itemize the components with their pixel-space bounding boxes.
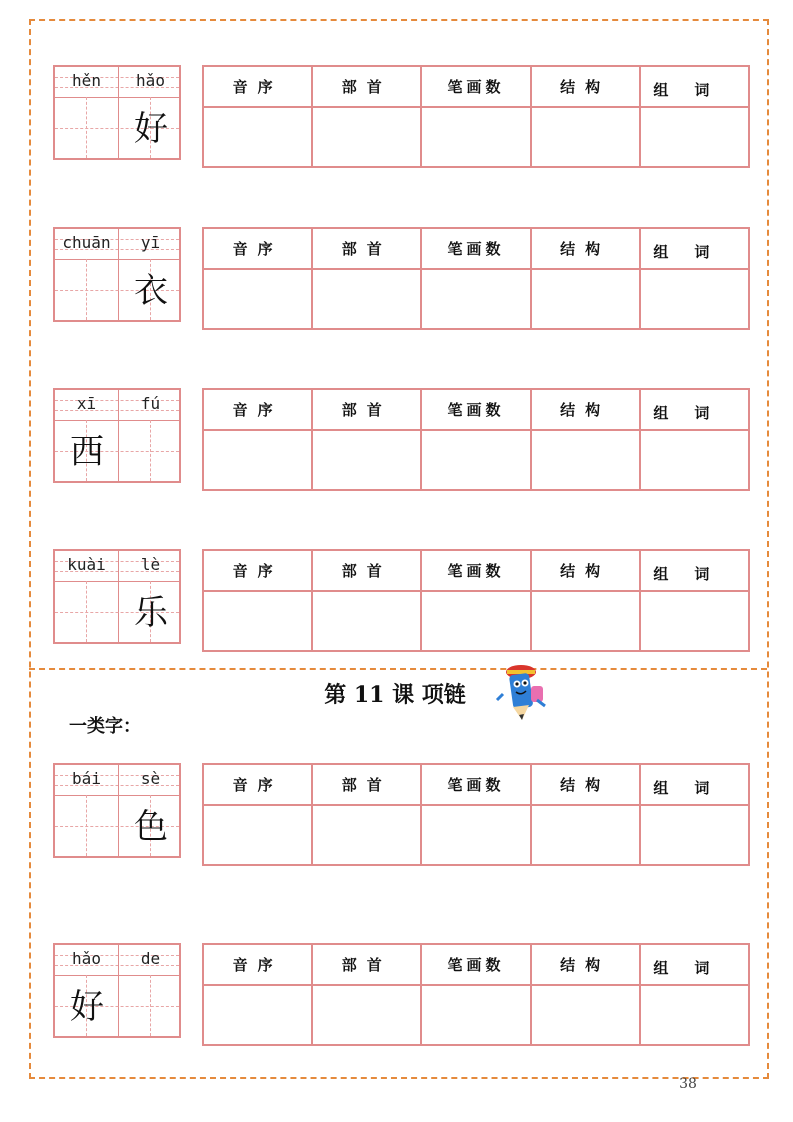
answer-cell[interactable] — [421, 805, 530, 865]
answer-cell[interactable] — [531, 107, 640, 167]
pinyin-text: de — [140, 949, 161, 968]
header-bushou: 部首 — [312, 66, 421, 107]
answer-cell[interactable] — [640, 107, 749, 167]
pinyin-text: bái — [72, 769, 101, 788]
analysis-table — [202, 763, 750, 866]
header-jiegou: 结构 — [531, 389, 640, 430]
pinyin-text: kuài — [67, 555, 106, 574]
answer-cell[interactable] — [421, 107, 530, 167]
answer-cell[interactable] — [531, 985, 640, 1045]
analysis-table — [202, 227, 750, 330]
answer-cell[interactable] — [312, 430, 421, 490]
character-box — [53, 763, 181, 858]
header-jiegou: 结构 — [531, 764, 640, 805]
answer-cell[interactable] — [203, 985, 312, 1045]
answer-cell[interactable] — [421, 591, 530, 651]
hanzi-text: 好 — [134, 109, 168, 149]
pinyin-text: sè — [140, 769, 161, 788]
header-bihuashu: 笔画数 — [421, 550, 530, 591]
answer-cell[interactable] — [421, 269, 530, 329]
header-yinxu: 音序 — [203, 66, 312, 107]
answer-cell[interactable] — [640, 805, 749, 865]
header-bihuashu: 笔画数 — [421, 66, 530, 107]
header-bushou: 部首 — [312, 228, 421, 269]
answer-cell[interactable] — [640, 430, 749, 490]
header-bihuashu: 笔画数 — [421, 944, 530, 985]
answer-cell[interactable] — [531, 591, 640, 651]
header-jiegou: 结构 — [531, 228, 640, 269]
answer-cell[interactable] — [640, 591, 749, 651]
header-zuci: 组词 — [640, 764, 749, 805]
lesson-title: 第 11 课 项链 — [324, 682, 466, 708]
hanzi-text: 乐 — [134, 593, 168, 633]
answer-cell[interactable] — [531, 805, 640, 865]
hanzi-text: 好 — [70, 987, 104, 1027]
section-divider — [29, 668, 767, 670]
analysis-table — [202, 943, 750, 1046]
answer-cell[interactable] — [531, 269, 640, 329]
answer-cell[interactable] — [421, 430, 530, 490]
header-zuci: 组词 — [640, 389, 749, 430]
header-zuci: 组词 — [640, 550, 749, 591]
answer-cell[interactable] — [640, 985, 749, 1045]
header-zuci: 组词 — [640, 944, 749, 985]
character-box — [53, 227, 181, 322]
answer-cell[interactable] — [203, 805, 312, 865]
header-bushou: 部首 — [312, 764, 421, 805]
pinyin-text: lè — [140, 555, 161, 574]
pinyin-text: fú — [140, 394, 161, 413]
header-yinxu: 音序 — [203, 389, 312, 430]
answer-cell[interactable] — [421, 985, 530, 1045]
header-yinxu: 音序 — [203, 764, 312, 805]
header-jiegou: 结构 — [531, 944, 640, 985]
category-label: 一类字： — [69, 716, 141, 737]
header-yinxu: 音序 — [203, 228, 312, 269]
pinyin-text: xī — [76, 394, 97, 413]
header-jiegou: 结构 — [531, 550, 640, 591]
analysis-table — [202, 388, 750, 491]
character-box — [53, 943, 181, 1038]
header-zuci: 组词 — [640, 228, 749, 269]
answer-cell[interactable] — [312, 269, 421, 329]
header-yinxu: 音序 — [203, 550, 312, 591]
header-bihuashu: 笔画数 — [421, 228, 530, 269]
answer-cell[interactable] — [531, 430, 640, 490]
character-box — [53, 65, 181, 160]
answer-cell[interactable] — [312, 805, 421, 865]
pinyin-text: hěn — [72, 71, 101, 90]
header-bushou: 部首 — [312, 944, 421, 985]
header-bushou: 部首 — [312, 550, 421, 591]
answer-cell[interactable] — [312, 985, 421, 1045]
header-yinxu: 音序 — [203, 944, 312, 985]
page-number: 38 — [679, 1076, 697, 1092]
pencil-mascot-icon — [493, 660, 553, 726]
header-jiegou: 结构 — [531, 66, 640, 107]
header-bihuashu: 笔画数 — [421, 764, 530, 805]
answer-cell[interactable] — [203, 107, 312, 167]
character-box — [53, 549, 181, 644]
analysis-table — [202, 65, 750, 168]
hanzi-text: 衣 — [134, 271, 168, 311]
analysis-table — [202, 549, 750, 652]
answer-cell[interactable] — [312, 107, 421, 167]
header-bihuashu: 笔画数 — [421, 389, 530, 430]
character-box — [53, 388, 181, 483]
pinyin-text: hǎo — [136, 71, 165, 90]
answer-cell[interactable] — [312, 591, 421, 651]
hanzi-text: 西 — [70, 432, 104, 472]
answer-cell[interactable] — [203, 269, 312, 329]
pinyin-text: hǎo — [72, 949, 101, 968]
header-zuci: 组词 — [640, 66, 749, 107]
header-bushou: 部首 — [312, 389, 421, 430]
pinyin-text: chuān — [62, 233, 111, 252]
answer-cell[interactable] — [640, 269, 749, 329]
pinyin-text: yī — [140, 233, 161, 252]
hanzi-text: 色 — [134, 807, 168, 847]
answer-cell[interactable] — [203, 591, 312, 651]
answer-cell[interactable] — [203, 430, 312, 490]
